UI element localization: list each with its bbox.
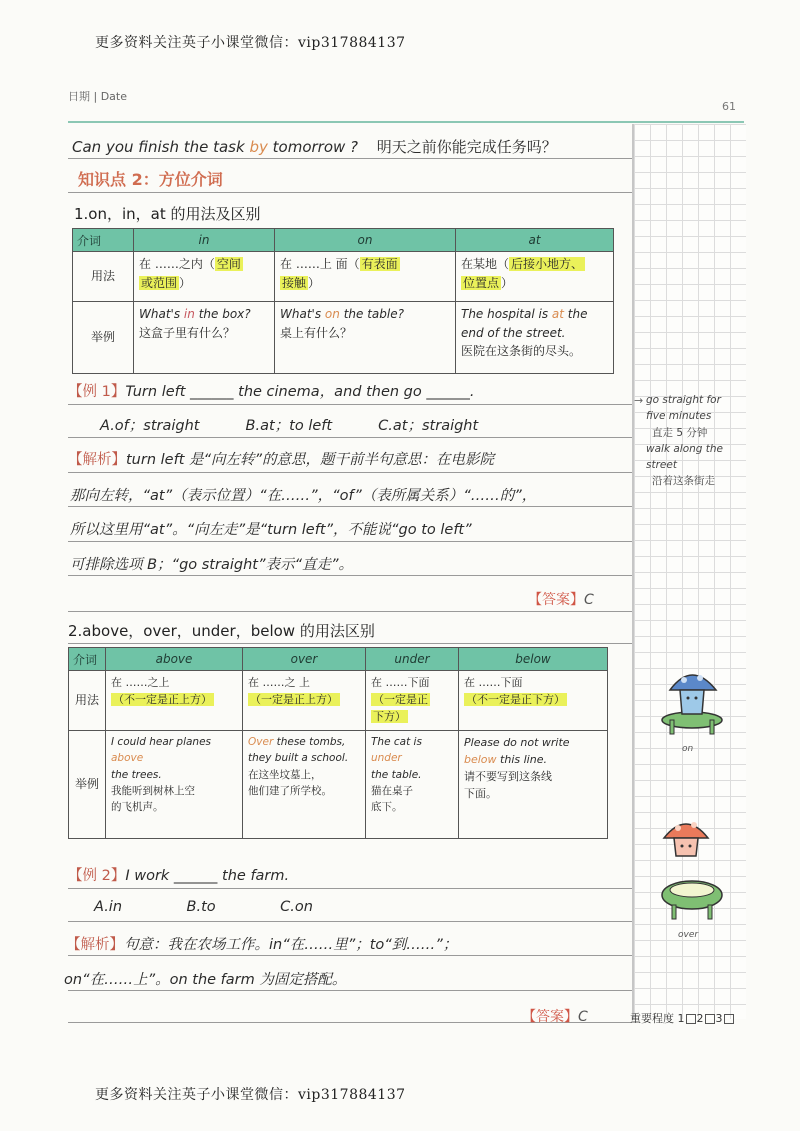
ruled-line — [68, 472, 632, 473]
importance-rating: 重要程度 1 2 3 — [630, 1010, 735, 1026]
ruled-line — [68, 611, 632, 612]
cell-below-example: Please do not write below this line. 请不要写到这条线 下面。 — [459, 731, 608, 839]
table-header: above — [106, 648, 243, 671]
ruled-line — [68, 437, 632, 438]
answer-2: 【答案】C — [522, 1009, 588, 1025]
cell-on-usage: 在 ……上 面（ 有表面 接触 ） — [275, 252, 456, 302]
ruled-line — [68, 541, 632, 542]
cell-on-example: What's on the table? 桌上有什么？ — [275, 302, 456, 374]
importance-checkbox-3[interactable] — [724, 1014, 734, 1024]
analysis-1-line-2: 那向左转，“at”（表示位置）“在……”，“of”（表所属关系）“……的”， — [70, 488, 537, 504]
example-1-question: 【例 1】Turn left ______ the cinema，and then go ______. — [68, 384, 475, 400]
cell-in-usage: 在 ……之内（ 空间 或范围 ） — [134, 252, 275, 302]
mushroom-on-table-illustration — [652, 660, 732, 740]
arrow-icon: → — [634, 394, 644, 407]
ruled-line — [68, 643, 632, 644]
row-label-example: 举例 — [73, 302, 134, 374]
ruled-line — [68, 506, 632, 507]
table-header: in — [134, 229, 275, 252]
page-number: 61 — [722, 100, 736, 113]
importance-checkbox-1[interactable] — [686, 1014, 696, 1024]
ruled-line — [68, 888, 632, 889]
cell-under-example: The cat is under the table. 猫在桌子 底下。 — [366, 731, 459, 839]
analysis-1-line-4: 可排除选项 B；“go straight”表示“直走”。 — [70, 557, 353, 573]
table-header: below — [459, 648, 608, 671]
example-2-question: 【例 2】I work ______ the farm. — [68, 868, 290, 884]
ruled-line — [68, 990, 632, 991]
analysis-1-line-1: 【解析】turn left 是“向左转”的意思，题干前半句意思：在电影院 — [68, 452, 495, 468]
mushroom-over-table-illustration — [652, 810, 732, 925]
cell-over-example: Over these tombs, they built a school. 在这坐坟墓上， 他们建了所学校。 — [243, 731, 366, 839]
cell-under-usage: 在 ……下面 （一定是正 下方） — [366, 671, 459, 731]
subheading-on-in-at: 1.on，in，at 的用法及区别 — [74, 205, 261, 223]
sentence-translation: 明天之前你能完成任务吗？ — [376, 138, 557, 156]
table-header: 介词 — [69, 648, 106, 671]
caption-on: on — [682, 744, 694, 754]
analysis-2-line-1: 【解析】句意：我在农场工作。in“在……里”；to“到……”； — [66, 937, 458, 953]
cell-at-usage: 在某地（ 后接小地方、 位置点 ） — [456, 252, 614, 302]
table-header: 介词 — [73, 229, 134, 252]
row-label-usage: 用法 — [69, 671, 106, 731]
sentence-keyword: by — [249, 138, 268, 156]
analysis-1-line-3: 所以这里用“at”。“向左走”是“turn left”，不能说“go to left” — [70, 522, 472, 538]
cell-in-example: What's in the box? 这盒子里有什么？ — [134, 302, 275, 374]
footer-watermark: 更多资料关注英子小课堂微信：vip317884137 — [95, 1087, 406, 1103]
ruled-line — [68, 955, 632, 956]
table-header: on — [275, 229, 456, 252]
example-1-options: A.of；straight B.at；to left C.at；straight — [100, 418, 479, 434]
header-watermark: 更多资料关注英子小课堂微信：vip317884137 — [95, 35, 406, 51]
row-label-example: 举例 — [69, 731, 106, 839]
table-header: over — [243, 648, 366, 671]
cell-below-usage: 在 ……下面 （不一定是正下方） — [459, 671, 608, 731]
answer-1: 【答案】C — [528, 592, 594, 608]
analysis-2-line-2: on“在……上”。on the farm 为固定搭配。 — [64, 972, 347, 988]
ruled-line — [68, 192, 632, 193]
table-above-over-under-below — [68, 647, 608, 839]
subheading-above-over-under-below: 2.above，over，under，below 的用法区别 — [68, 622, 375, 640]
cell-over-usage: 在 ……之 上 （一定是正上方） — [243, 671, 366, 731]
ruled-line — [68, 404, 632, 405]
top-divider — [68, 121, 744, 123]
date-label: 日期 | Date — [68, 90, 127, 103]
sentence-line: Can you finish the task by tomorrow ? 明天之前你能完成任务吗？ — [72, 138, 557, 156]
side-note: go straight for five minutes 直走 5 分钟 walk along the street 沿着这条街走 — [646, 394, 724, 488]
row-label-usage: 用法 — [73, 252, 134, 302]
cell-above-example: I could hear planes above the trees. 我能听到树林上空 的飞机声。 — [106, 731, 243, 839]
importance-checkbox-2[interactable] — [705, 1014, 715, 1024]
section-title: 知识点 2：方位介词 — [78, 170, 223, 189]
table-on-in-at — [72, 228, 614, 374]
ruled-line — [68, 921, 632, 922]
cell-above-usage: 在 ……之上 （不一定是正上方） — [106, 671, 243, 731]
cell-at-example: The hospital is at the end of the street. 医院在这条街的尽头。 — [456, 302, 614, 374]
table-header: at — [456, 229, 614, 252]
caption-over: over — [678, 930, 699, 940]
ruled-line — [68, 158, 632, 159]
example-2-options: A.in B.to C.on — [94, 899, 313, 915]
table-header: under — [366, 648, 459, 671]
ruled-line — [68, 575, 632, 576]
